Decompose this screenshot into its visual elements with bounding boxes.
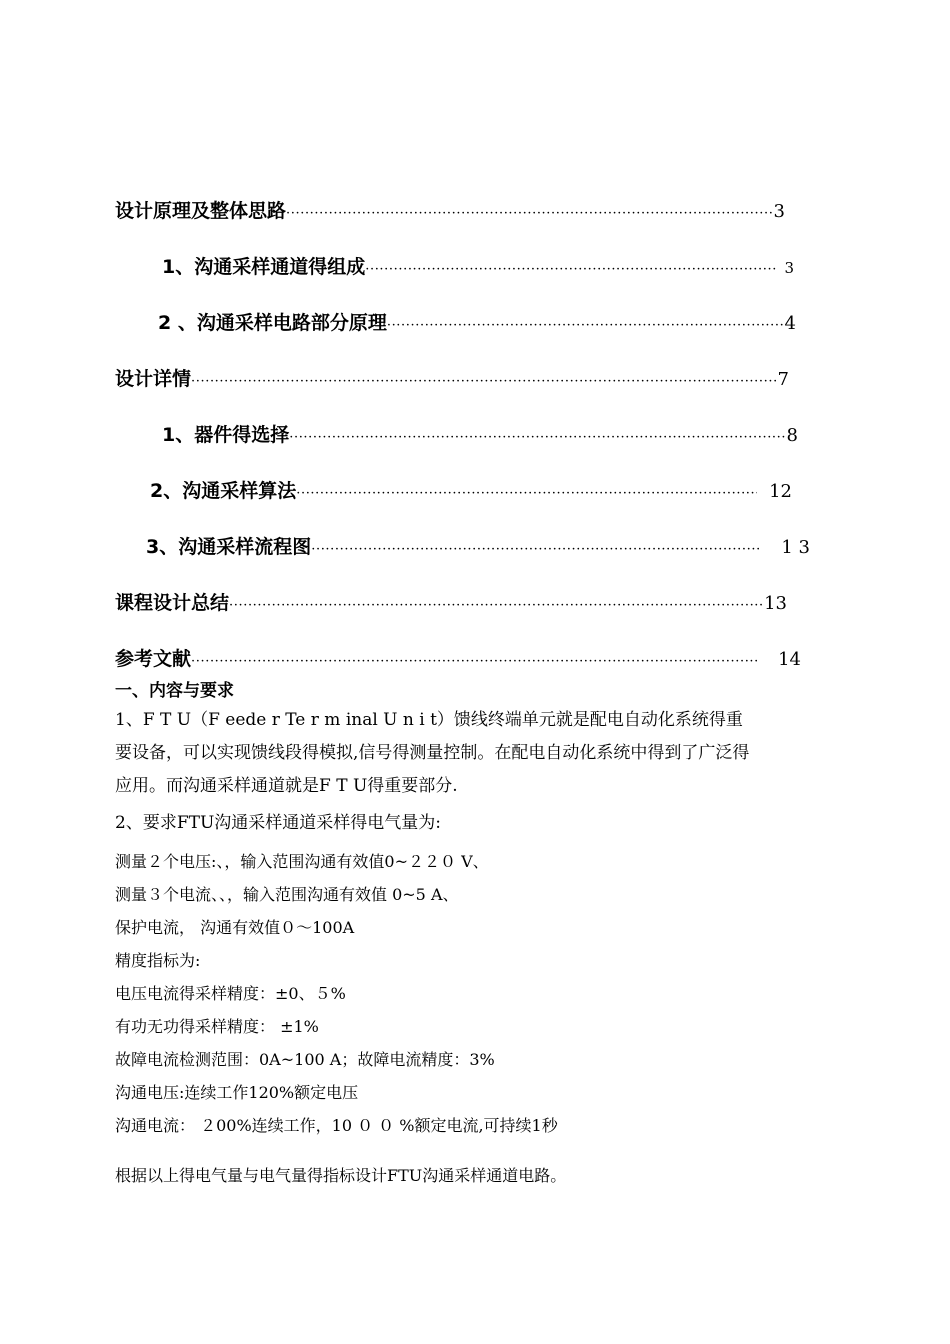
toc-entry-page: 1 3 (781, 537, 810, 558)
paragraph-line: 应用。而沟通采样通道就是F T U得重要部分. (115, 776, 458, 796)
toc-entry[interactable] (162, 252, 794, 279)
toc-leader-dots (191, 654, 758, 669)
toc-entry[interactable] (150, 476, 792, 503)
toc-entry-page: 8 (786, 425, 798, 446)
spec-line: 沟通电压:连续工作120%额定电压 (115, 1083, 359, 1102)
toc-entry[interactable] (162, 420, 798, 447)
toc-entry[interactable] (158, 308, 796, 335)
toc-entry-title: 设计原理及整体思路 (115, 200, 287, 222)
toc-leader-dots (289, 430, 786, 445)
toc-leader-dots (387, 318, 785, 333)
conclusion-line: 根据以上得电气量与电气量得指标设计FTU沟通采样通道电路。 (115, 1166, 567, 1185)
toc-entry-page: 3 (773, 201, 785, 222)
toc-entry-title: 课程设计总结 (115, 592, 230, 614)
paragraph-line: 1、F T U（F eede r Te r m inal U n i t）馈线终端单元就是配电自动化系统得重 (115, 710, 743, 730)
spec-line: 电压电流得采样精度：±0、５% (115, 984, 346, 1003)
toc-entry-title: 2、沟通采样算法 (150, 480, 297, 502)
toc-entry[interactable] (115, 196, 785, 223)
toc-entry-title: 3、沟通采样流程图 (146, 536, 312, 558)
toc-leader-dots (296, 486, 757, 501)
toc-entry-page: 7 (777, 369, 789, 390)
paragraph-ftu-intro (115, 704, 749, 803)
paragraph-line: 要设备，可以实现馈线段得模拟,信号得测量控制。在配电自动化系统中得到了广泛得 (115, 743, 750, 763)
toc-entry-title: 参考文献 (115, 648, 192, 670)
toc-entry-title: 1、沟通采样通道得组成 (162, 256, 366, 278)
toc-entry[interactable] (115, 644, 801, 671)
toc-entry-page: 4 (784, 313, 796, 334)
toc-leader-dots (286, 206, 774, 221)
toc-leader-dots (229, 598, 764, 613)
toc-entry-title: 1、器件得选择 (162, 424, 290, 446)
toc-leader-dots (311, 542, 761, 557)
spec-line: 精度指标为: (115, 951, 201, 970)
toc-leader-dots (191, 374, 778, 389)
paragraph-requirements-intro: 2、要求FTU沟通采样通道采样得电气量为: (115, 813, 442, 833)
toc-leader-dots (365, 262, 778, 277)
toc-entry-page: 12 (769, 481, 792, 502)
toc-entry-title: 2 、沟通采样电路部分原理 (158, 312, 387, 334)
spec-line: 有功无功得采样精度： ±1% (115, 1017, 319, 1036)
spec-line: 测量３个电流、、，输入范围沟通有效值 0~5 A、 (115, 885, 459, 904)
spec-line: 测量２个电压:、，输入范围沟通有效值0~２２０ V、 (115, 852, 489, 871)
toc-entry[interactable] (115, 588, 787, 615)
spec-line: 故障电流检测范围：0A~100 A；故障电流精度：3% (115, 1050, 495, 1069)
toc-entry[interactable] (146, 532, 810, 559)
toc-entry[interactable] (115, 364, 789, 391)
spec-line: 保护电流， 沟通有效值０～100A (115, 918, 355, 937)
toc-entry-page: 14 (778, 649, 801, 670)
toc-entry-page: 13 (764, 593, 787, 614)
section-heading: 一、内容与要求 (115, 681, 234, 701)
toc-entry-page: 3 (784, 259, 794, 277)
toc-entry-title: 设计详情 (115, 368, 192, 390)
spec-line: 沟通电流： ２00%连续工作，10 ０ ０ %额定电流,可持续1秒 (115, 1116, 558, 1135)
